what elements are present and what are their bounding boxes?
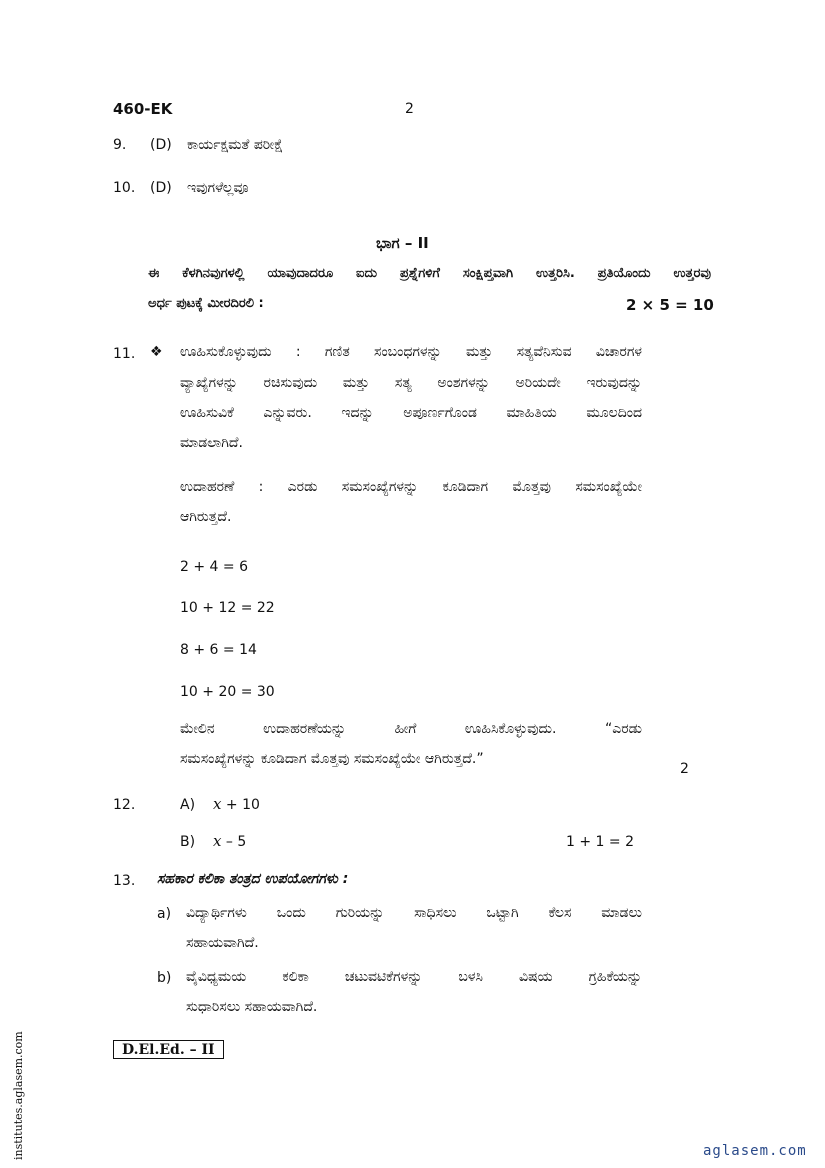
equation: 10 + 20 = 30 xyxy=(180,684,275,700)
q13-a-line1: ವಿದ್ಯಾರ್ಥಿಗಳು ಒಂದು ಗುರಿಯನ್ನು ಸಾಧಿಸಲು ಒಟ್ಟಾಗಿ ಕೆಲಸ ಮಾಡಲು xyxy=(186,905,642,921)
q12-b-rest: – 5 xyxy=(221,834,247,850)
bullet-icon: ❖ xyxy=(150,344,163,360)
q11-marks: 2 xyxy=(680,761,689,777)
q9-number: 9. xyxy=(113,137,127,153)
equation: 2 + 4 = 6 xyxy=(180,559,248,575)
q13-a-label: a) xyxy=(157,906,172,922)
q13-b-line1: ವೈವಿಧ್ಯಮಯ ಕಲಿಕಾ ಚಟುವಟಿಕೆಗಳನ್ನು ಬಳಸಿ ವಿಷಯ ಗ್ರಹಿಕೆಯನ್ನು xyxy=(186,969,642,985)
q13-b-line2: ಸುಧಾರಿಸಲು ಸಹಾಯವಾಗಿದೆ. xyxy=(186,999,318,1015)
q11-conclusion-line2: ಸಮಸಂಖ್ಯೆಗಳನ್ನು ಕೂಡಿದಾಗ ಮೊತ್ತವು ಸಮಸಂಖ್ಯೆಯೇ ಆಗಿರುತ್ತದೆ.” xyxy=(180,751,484,767)
q9-option: (D) xyxy=(150,137,172,153)
variable-x: x xyxy=(213,832,222,850)
q11-definition-line4: ಮಾಡಲಾಗಿದೆ. xyxy=(180,435,243,451)
variable-x: x xyxy=(213,795,222,813)
q12-a-rest: + 10 xyxy=(221,797,260,813)
q13-b-label: b) xyxy=(157,970,172,986)
q12-marks: 1 + 1 = 2 xyxy=(566,834,634,850)
side-watermark: institutes.aglasem.com xyxy=(12,1031,25,1160)
q12-number: 12. xyxy=(113,797,136,813)
q11-definition-line2: ವ್ಯಾಖ್ಯೆಗಳನ್ನು ರಚಿಸುವುದು ಮತ್ತು ಸತ್ಯ ಅಂಶಗಳನ್ನು ಅರಿಯದೇ ಇರುವುದನ್ನು xyxy=(180,375,642,391)
equation: 10 + 12 = 22 xyxy=(180,600,275,616)
q12-b-label: B) xyxy=(180,834,196,850)
q11-example-line1: ಉದಾಹರಣೆ : ಎರಡು ಸಮಸಂಖ್ಯೆಗಳನ್ನು ಕೂಡಿದಾಗ ಮೊತ್ತವು ಸಮಸಂಖ್ಯೆಯೇ xyxy=(180,479,642,495)
part-marks: 2 × 5 = 10 xyxy=(626,296,714,314)
q10-answer: ಇವುಗಳೆಲ್ಲವೂ xyxy=(187,180,249,196)
equation: 8 + 6 = 14 xyxy=(180,642,257,658)
q13-a-line2: ಸಹಾಯವಾಗಿದೆ. xyxy=(186,935,259,951)
q12-a-expression xyxy=(213,795,260,813)
course-label: D.El.Ed. – II xyxy=(113,1040,224,1059)
q11-definition-line1: ಊಹಿಸುಕೊಳ್ಳುವುದು : ಗಣಿತ ಸಂಬಂಧಗಳನ್ನು ಮತ್ತು ಸತ್ಯವೆನಿಸುವ ವಿಚಾರಗಳ xyxy=(180,344,642,360)
q9-answer: ಕಾರ್ಯಕ್ಷಮತೆ ಪರೀಕ್ಷೆ xyxy=(187,137,284,153)
q13-title: ಸಹಕಾರ ಕಲಿಕಾ ತಂತ್ರದ ಉಪಯೋಗಗಳು : xyxy=(157,871,349,887)
paper-code: 460-EK xyxy=(113,100,173,118)
q10-option: (D) xyxy=(150,180,172,196)
site-watermark: aglasem.com xyxy=(703,1143,807,1159)
part-title: ಭಾಗ – II xyxy=(376,234,429,252)
part-instruction-line1: ಈ ಕೆಳಗಿನವುಗಳಲ್ಲಿ ಯಾವುದಾದರೂ ಐದು ಪ್ರಶ್ನೆಗಳಿಗೆ ಸಂಕ್ಷಿಪ್ತವಾಗಿ ಉತ್ತರಿಸಿ. ಪ್ರತಿಯೊಂದು ಉತ್ತರವು xyxy=(148,266,711,281)
q11-number: 11. xyxy=(113,346,136,362)
q12-a-label: A) xyxy=(180,797,196,813)
q11-example-line2: ಆಗಿರುತ್ತದೆ. xyxy=(180,509,232,525)
q10-number: 10. xyxy=(113,180,136,196)
q11-definition-line3: ಊಹಿಸುವಿಕೆ ಎನ್ನುವರು. ಇದನ್ನು ಅಪೂರ್ಣಗೊಂಡ ಮಾಹಿತಿಯ ಮೂಲದಿಂದ xyxy=(180,405,642,421)
q13-number: 13. xyxy=(113,873,136,889)
page-number: 2 xyxy=(405,101,414,117)
q12-b-expression xyxy=(213,832,246,850)
q11-conclusion-line1: ಮೇಲಿನ ಉದಾಹರಣೆಯನ್ನು ಹೀಗೆ ಊಹಿಸಿಕೊಳ್ಳುವುದು. “ಎರಡು xyxy=(180,721,642,737)
part-instruction-line2: ಅರ್ಧ ಪುಟಕ್ಕೆ ಮೀರದಿರಲಿ : xyxy=(148,296,264,311)
